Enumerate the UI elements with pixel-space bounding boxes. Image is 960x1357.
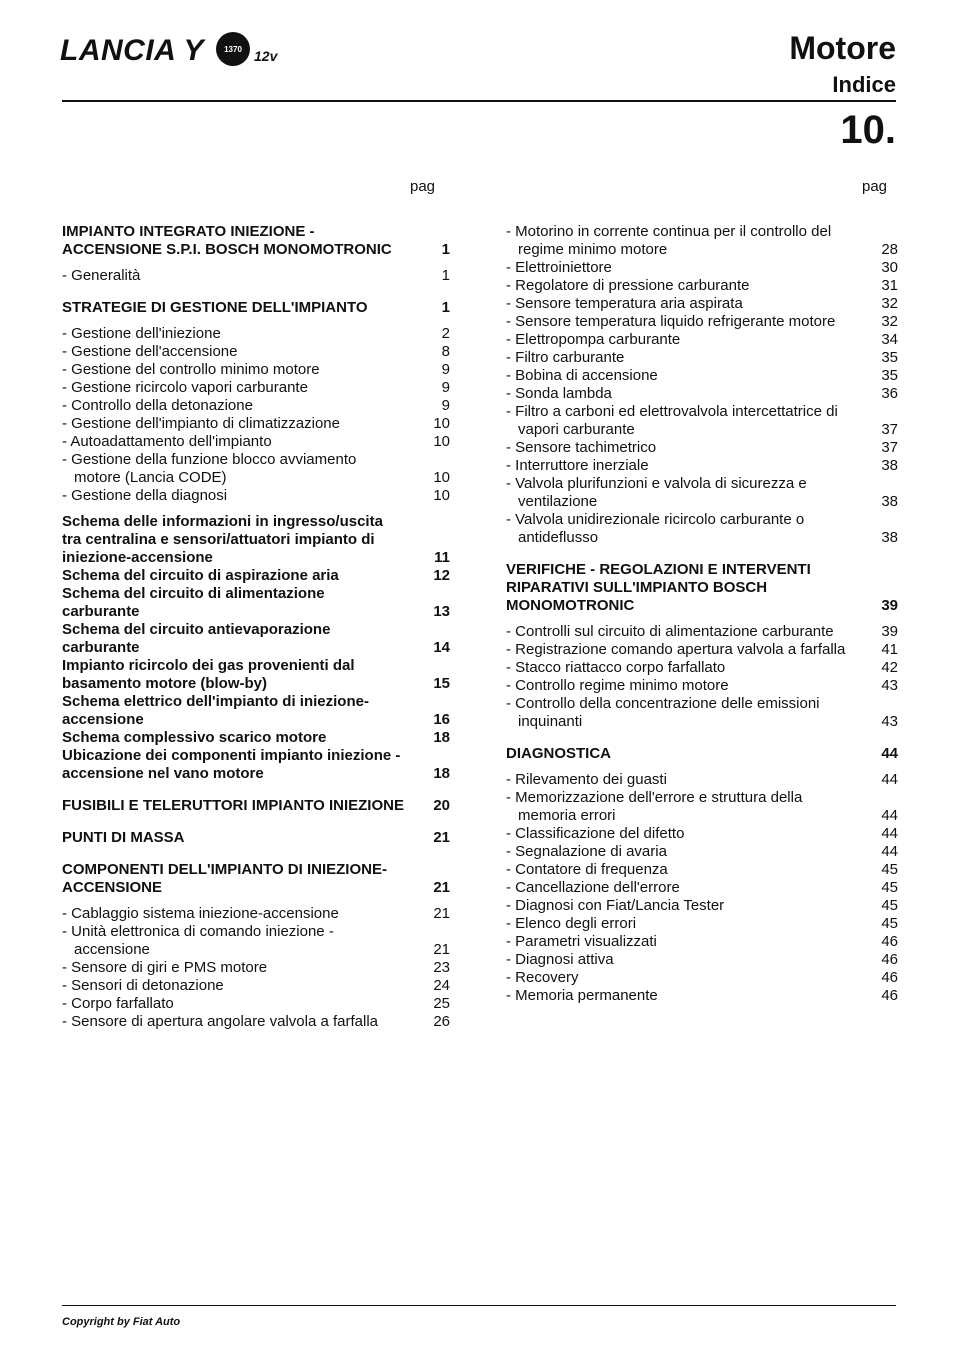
toc-entry: [506, 789, 898, 825]
toc-entry: [62, 861, 450, 897]
toc-entry-page: 10: [433, 469, 450, 486]
toc-entry: [506, 771, 898, 789]
toc-entry: [506, 439, 898, 457]
toc-entry-title: - Generalità: [62, 267, 141, 284]
toc-entry-page: 24: [433, 977, 450, 994]
toc-entry-page: 18: [433, 729, 450, 746]
toc-entry: [62, 343, 450, 361]
toc-entry: [62, 959, 450, 977]
toc-entry: [506, 223, 898, 259]
copyright: Copyright by Fiat Auto: [62, 1316, 181, 1328]
toc-entry: [506, 623, 898, 641]
toc-entry-page: 9: [441, 397, 450, 414]
toc-entry-page: 35: [881, 349, 898, 366]
toc-entry: [62, 415, 450, 433]
toc-entry-title: STRATEGIE DI GESTIONE DELL'IMPIANTO: [62, 299, 368, 316]
toc-entry-title: - Elenco degli errori: [506, 915, 637, 932]
toc-entry-title: - Stacco riattacco corpo farfallato: [506, 659, 726, 676]
toc-entry-title: - Segnalazione di avaria: [506, 843, 667, 860]
toc-entry: [506, 969, 898, 987]
toc-entry-title: - Recovery: [506, 969, 579, 986]
toc-entry-title: - Sensore di apertura angolare valvola a farfalla: [62, 1013, 379, 1030]
toc-entry-title: PUNTI DI MASSA: [62, 829, 185, 846]
toc-entry: [62, 397, 450, 415]
toc-entry-page: 25: [433, 995, 450, 1012]
toc-entry: [62, 977, 450, 995]
toc-entry-title: - Sensore di giri e PMS motore: [62, 959, 268, 976]
toc-entry-page: 37: [881, 439, 898, 456]
toc-entry: [62, 223, 450, 259]
toc-entry-title: Schema complessivo scarico motore: [62, 729, 327, 746]
toc-entry-page: 35: [881, 367, 898, 384]
toc-entry-page: 37: [881, 421, 898, 438]
toc-entry-page: 32: [881, 313, 898, 330]
toc-entry-page: 38: [881, 457, 898, 474]
toc-entry: [506, 295, 898, 313]
brand-sub: 12v: [254, 48, 278, 64]
toc-entry: [62, 797, 450, 815]
toc-entry-title: - Filtro a carboni ed elettrovalvola intercettatrice di vapori carburante: [506, 403, 838, 438]
pag-label-left: pag: [410, 178, 436, 195]
toc-entry-title: - Gestione dell'accensione: [62, 343, 238, 360]
toc-entry: [506, 879, 898, 897]
toc-entry-title: - Gestione dell'iniezione: [62, 325, 221, 342]
toc-entry: [506, 403, 898, 439]
toc-entry: [62, 995, 450, 1013]
toc-entry-page: 28: [881, 241, 898, 258]
toc-entry: [506, 385, 898, 403]
toc-entry-page: 15: [433, 675, 450, 692]
toc-entry-page: 38: [881, 493, 898, 510]
toc-entry: [506, 861, 898, 879]
toc-entry-page: 44: [881, 825, 898, 842]
toc-entry: [62, 267, 450, 285]
toc-entry-page: 43: [881, 677, 898, 694]
toc-entry-page: 31: [881, 277, 898, 294]
toc-entry-page: 43: [881, 713, 898, 730]
toc-entry-title: - Controllo della concentrazione delle emissioni inquinanti: [506, 695, 820, 730]
toc-entry-title: - Interruttore inerziale: [506, 457, 649, 474]
toc-entry: [506, 987, 898, 1005]
toc-entry-page: 30: [881, 259, 898, 276]
toc-entry-page: 12: [433, 567, 450, 584]
toc-entry: [506, 843, 898, 861]
toc-entry: [62, 433, 450, 451]
toc-entry-title: FUSIBILI E TELERUTTORI IMPIANTO INIEZIONE: [62, 797, 404, 814]
toc-entry-title: - Controlli sul circuito di alimentazione carburante: [506, 623, 834, 640]
toc-entry-title: - Parametri visualizzati: [506, 933, 657, 950]
toc-entry-title: - Contatore di frequenza: [506, 861, 668, 878]
toc-entry-page: 11: [434, 549, 450, 566]
chapter-number: 10.: [840, 108, 896, 152]
toc-entry-page: 41: [881, 641, 898, 658]
toc-entry-title: - Elettropompa carburante: [506, 331, 681, 348]
toc-entry-page: 44: [881, 843, 898, 860]
toc-entry-page: 21: [433, 829, 450, 846]
toc-entry: [506, 915, 898, 933]
toc-entry-title: - Memoria permanente: [506, 987, 658, 1004]
toc-entry-title: - Elettroiniettore: [506, 259, 612, 276]
toc-entry: [506, 745, 898, 763]
toc-entry: [506, 349, 898, 367]
toc-entry-title: Ubicazione dei componenti impianto iniezione - accensione nel vano motore: [62, 747, 401, 782]
toc-entry: [62, 829, 450, 847]
toc-entry-page: 21: [433, 879, 450, 896]
toc-entry-title: - Motorino in corrente continua per il controllo del regime minimo motore: [506, 223, 832, 258]
toc-entry-page: 13: [433, 603, 450, 620]
toc-entry: [506, 511, 898, 547]
toc-entry: [506, 659, 898, 677]
toc-entry: [62, 923, 450, 959]
toc-entry-page: 42: [881, 659, 898, 676]
toc-entry-page: 8: [441, 343, 450, 360]
brand-logo-text: LANCIA Y: [60, 34, 205, 67]
pag-label-right: pag: [862, 178, 888, 195]
toc-entry: [62, 379, 450, 397]
toc-entry: [506, 695, 898, 731]
toc-entry-page: 46: [881, 969, 898, 986]
toc-entry-title: - Classificazione del difetto: [506, 825, 685, 842]
toc-entry: [506, 951, 898, 969]
toc-entry: [506, 457, 898, 475]
toc-column-left: [62, 223, 450, 1031]
toc-entry: [62, 621, 450, 657]
toc-entry-title: - Bobina di accensione: [506, 367, 658, 384]
toc-entry-title: - Sensore temperatura aria aspirata: [506, 295, 743, 312]
toc-entry-title: DIAGNOSTICA: [506, 745, 611, 762]
toc-entry-page: 34: [881, 331, 898, 348]
toc-entry-title: - Gestione del controllo minimo motore: [62, 361, 320, 378]
toc-entry: [506, 677, 898, 695]
toc-entry-page: 1: [441, 241, 450, 258]
toc-entry: [62, 693, 450, 729]
toc-entry-page: 45: [881, 879, 898, 896]
toc-entry-title: - Gestione della diagnosi: [62, 487, 228, 504]
toc-entry-page: 10: [433, 487, 450, 504]
toc-entry-title: - Autoadattamento dell'impianto: [62, 433, 272, 450]
toc-entry: [506, 561, 898, 615]
toc-entry: [62, 325, 450, 343]
toc-entry: [62, 905, 450, 923]
toc-entry: [506, 933, 898, 951]
toc-entry-title: Schema delle informazioni in ingresso/uscita tra centralina e sensori/attuatori impianto di iniezione-accensione: [62, 513, 383, 566]
toc-entry-title: IMPIANTO INTEGRATO INIEZIONE - ACCENSIONE S.P.I. BOSCH MONOMOTRONIC: [62, 223, 392, 258]
toc-entry: [506, 259, 898, 277]
toc-entry-title: - Unità elettronica di comando iniezione - accensione: [62, 923, 334, 958]
toc-entry-page: 21: [433, 905, 450, 922]
toc-entry-title: Impianto ricircolo dei gas provenienti dal basamento motore (blow-by): [62, 657, 355, 692]
toc-entry: [506, 331, 898, 349]
toc-entry-page: 2: [441, 325, 450, 342]
toc-entry-page: 38: [881, 529, 898, 546]
toc-entry-page: 23: [433, 959, 450, 976]
toc-entry-page: 9: [441, 379, 450, 396]
toc-entry: [62, 747, 450, 783]
toc-entry: [62, 1013, 450, 1031]
toc-entry-page: 10: [433, 433, 450, 450]
toc-entry-title: Schema del circuito di alimentazione carburante: [62, 585, 325, 620]
toc-entry-title: - Cablaggio sistema iniezione-accensione: [62, 905, 339, 922]
toc-entry: [62, 567, 450, 585]
toc-entry-title: - Filtro carburante: [506, 349, 625, 366]
toc-entry-title: - Gestione dell'impianto di climatizzazione: [62, 415, 340, 432]
toc-entry: [62, 729, 450, 747]
toc-entry-page: 46: [881, 951, 898, 968]
toc-entry-title: - Diagnosi attiva: [506, 951, 614, 968]
toc-entry-title: - Diagnosi con Fiat/Lancia Tester: [506, 897, 725, 914]
toc-entry-title: Schema elettrico dell'impianto di iniezione-accensione: [62, 693, 369, 728]
toc-entry-page: 21: [433, 941, 450, 958]
toc-entry-page: 36: [881, 385, 898, 402]
toc-entry: [62, 299, 450, 317]
footer-rule: [62, 1305, 896, 1306]
toc-entry-page: 39: [881, 623, 898, 640]
toc-entry-page: 45: [881, 915, 898, 932]
toc-entry-page: 44: [881, 807, 898, 824]
toc-entry: [62, 585, 450, 621]
toc-entry-page: 20: [433, 797, 450, 814]
toc-entry-page: 46: [881, 933, 898, 950]
toc-entry-title: - Sonda lambda: [506, 385, 612, 402]
toc-entry-title: Schema del circuito di aspirazione aria: [62, 567, 339, 584]
toc-entry-page: 46: [881, 987, 898, 1004]
toc-entry-page: 45: [881, 897, 898, 914]
toc-entry-page: 32: [881, 295, 898, 312]
toc-entry-page: 1: [441, 299, 450, 316]
toc-entry-title: - Gestione ricircolo vapori carburante: [62, 379, 308, 396]
toc-entry-title: - Gestione della funzione blocco avviamento motore (Lancia CODE): [62, 451, 357, 486]
subsection-title: Indice: [832, 72, 896, 97]
toc-entry-page: 44: [881, 771, 898, 788]
toc-entry-title: - Corpo farfallato: [62, 995, 174, 1012]
toc-entry: [62, 361, 450, 379]
toc-entry-title: - Controllo della detonazione: [62, 397, 253, 414]
toc-entry-title: COMPONENTI DELL'IMPIANTO DI INIEZIONE-ACCENSIONE: [62, 861, 387, 896]
toc-entry-page: 10: [433, 415, 450, 432]
toc-entry-title: - Regolatore di pressione carburante: [506, 277, 750, 294]
toc-entry-title: - Rilevamento dei guasti: [506, 771, 667, 788]
toc-entry: [506, 277, 898, 295]
toc-entry: [62, 451, 450, 487]
toc-entry-page: 16: [433, 711, 450, 728]
toc-entry-title: - Sensori di detonazione: [62, 977, 224, 994]
toc-entry-title: - Valvola plurifunzioni e valvola di sicurezza e ventilazione: [506, 475, 807, 510]
toc-entry-title: - Sensore tachimetrico: [506, 439, 657, 456]
toc-entry-title: - Memorizzazione dell'errore e struttura della memoria errori: [506, 789, 803, 824]
toc-entry: [506, 825, 898, 843]
toc-entry-title: - Controllo regime minimo motore: [506, 677, 729, 694]
toc-entry-page: 18: [433, 765, 450, 782]
toc-entry-title: - Valvola unidirezionale ricircolo carburante o antideflusso: [506, 511, 805, 546]
toc-entry: [62, 513, 450, 567]
toc-entry-page: 26: [433, 1013, 450, 1030]
toc-entry: [506, 313, 898, 331]
toc-entry-title: - Sensore temperatura liquido refrigerante motore: [506, 313, 836, 330]
toc-entry-title: Schema del circuito antievaporazione carburante: [62, 621, 331, 656]
toc-entry-title: VERIFICHE - REGOLAZIONI E INTERVENTI RIPARATIVI SULL'IMPIANTO BOSCH MONOMOTRONIC: [506, 561, 811, 614]
toc-entry: [62, 487, 450, 505]
toc-entry-title: - Registrazione comando apertura valvola a farfalla: [506, 641, 846, 658]
section-title: Motore: [789, 30, 896, 66]
toc-entry: [506, 475, 898, 511]
toc-entry-title: - Cancellazione dell'errore: [506, 879, 680, 896]
toc-entry: [62, 657, 450, 693]
toc-entry-page: 39: [881, 597, 898, 614]
toc-column-right: [506, 223, 898, 1005]
toc-entry-page: 9: [441, 361, 450, 378]
toc-entry-page: 45: [881, 861, 898, 878]
header-rule: [62, 100, 896, 102]
toc-entry: [506, 897, 898, 915]
toc-entry-page: 44: [881, 745, 898, 762]
toc-entry-page: 14: [433, 639, 450, 656]
engine-badge: 1370: [216, 32, 250, 66]
toc-entry: [506, 641, 898, 659]
toc-entry-page: 1: [441, 267, 450, 284]
toc-entry: [506, 367, 898, 385]
